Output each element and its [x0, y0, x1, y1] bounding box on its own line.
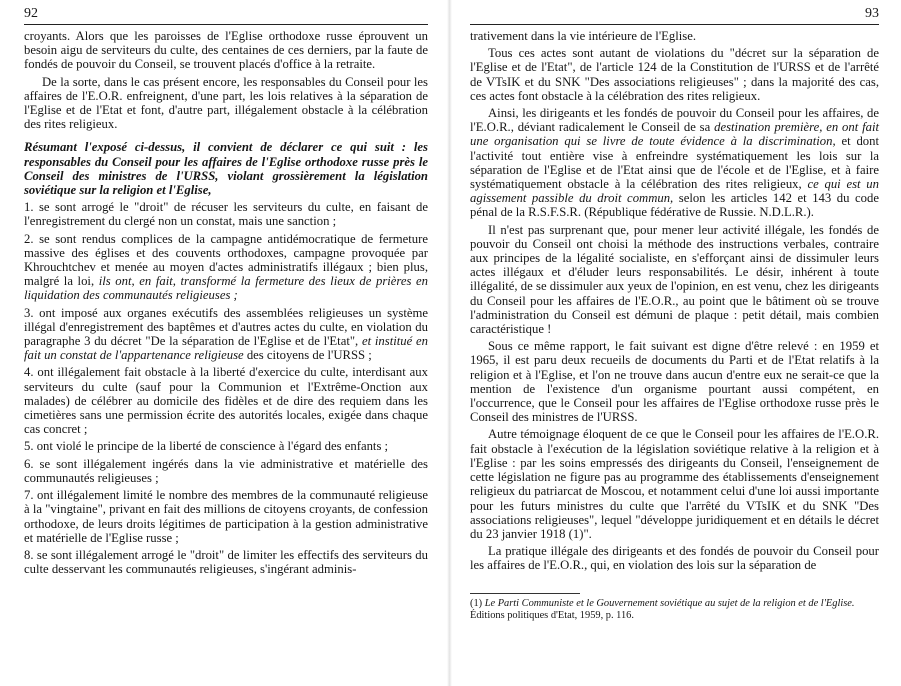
- list-item: 2. se sont rendus complices de la campagne antidémocratique de fermeture massive des églises et des couvents orthodoxes, campagne provoquée par Khrouchtchev et menée au moyen d'actes administratifs illégaux ; bien plus, malgré la loi, ils ont, en fait, transformé la fermeture des lieux de prières en liquidation des communautés religieuses ;: [24, 231, 429, 303]
- left-page: [0, 0, 448, 686]
- list-item: 6. se sont illégalement ingérés dans la vie administrative et matérielle des communautés religieuses ;: [24, 456, 428, 485]
- list-item: 8. se sont illégalement arrogé le "droit" de limiter les effectifs des serviteurs du culte desservant les communautés religieuses, s'ingérant adminis-: [24, 547, 428, 577]
- paragraph: Sous ce même rapport, le fait suivant est digne d'être relevé : en 1959 et 1965, il est paru deux recueils de documents du Parti et de l'Etat relatifs à la religion et à l'Eglise, et l'on ne trouve dans aucun d'entre eux ne serait-ce que la mention de l'existence d'un organisme pourtant aussi compétent, en l'occurrence, que le Conseil pour les affaires de l'Eglise orthodoxe russe près le Conseil des ministres de l'URSS.: [470, 339, 879, 425]
- footnote-rule: [470, 593, 580, 594]
- list-item: 5. ont violé le principe de la liberté de conscience à l'égard des enfants ;: [24, 439, 389, 454]
- left-page-body: [24, 29, 428, 576]
- paragraph: De la sorte, dans le cas présent encore, les responsables du Conseil pour les affaires de l'E.O.R. enfreignent, d'une part, les lois relatives à la séparation de l'Eglise et de l'Etat et font, d'autre part, illégalement obstacle à la célébration des rites religieux.: [24, 74, 428, 132]
- header-rule-right: [470, 24, 879, 25]
- page-number-left: 92: [24, 6, 38, 21]
- list-item: 4. ont illégalement fait obstacle à la liberté d'exercice du culte, interdisant aux serviteurs du culte (sauf pour la Communion et l'Extrême-Onction aux malades) de célébrer au domicile des fidèles et de dire des requiem dans les cimetières sans une permission écrite des autorités locales, exigée dans chaque cas concret ;: [24, 365, 428, 437]
- paragraph: La pratique illégale des dirigeants et des fondés de pouvoir du Conseil pour les affaires de l'E.O.R., qui, en violation des lois sur la séparation de: [470, 544, 879, 573]
- paragraph: trativement dans la vie intérieure de l'Eglise.: [470, 29, 696, 43]
- list-item: 1. se sont arrogé le "droit" de récuser les serviteurs du culte, en faisant de l'enregistrement du clergé non un constat, mais une sanction ;: [24, 200, 428, 229]
- paragraph: Tous ces actes sont autant de violations du "décret sur la séparation de l'Eglise et de l'Etat", de l'article 124 de la Constitution de l'URSS et de l'arrêté de VTsIK et du SNK "Des associations religieuses" ; dans la majorité des cas, ces actes font obstacle à la célébration des rites religieux.: [470, 46, 879, 103]
- list-item: 3. ont imposé aux organes exécutifs des assemblées religieuses un système illégal d'enregistrement des baptêmes et d'autres actes du culte, en violation du paragraphe 3 du décret "De la séparation de l'Eglise et de l'Etat", et institué en fait un constat de l'appartenance religieuse des citoyens de l'URSS ;: [24, 305, 428, 363]
- paragraph: croyants. Alors que les paroisses de l'Eglise orthodoxe russe éprouvent un besoin aigu de serviteurs du culte, des centaines de ces derniers, par la faute de fondés de pouvoir du Conseil, se trouvent placés d'office à la retraite.: [24, 29, 428, 72]
- page-number-right: 93: [865, 6, 879, 21]
- summary-statement: Résumant l'exposé ci-dessus, il convient de déclarer ce qui suit : les responsables du Conseil pour les affaires de l'Eglise orthodoxe russe près le Conseil des ministres de l'URSS, violant grossièrement la législation soviétique sur la religion et l'Eglise,: [24, 140, 428, 198]
- paragraph: Il n'est pas surprenant que, pour mener leur activité illégale, les fondés de pouvoir du Conseil ont choisi la méthode des instructions verbales, contraire aux principes de la légalité socialiste, en s'efforçant ainsi de dissimuler leurs actes illégaux et d'éluder leurs responsabilités. Le désir, inhérent à toute illégalité, de se dissimuler aux yeux de l'opinion, en est venu, chez les dirigeants du Conseil pour les affaires de l'E.O.R., au point que le bâtiment où se trouve l'administration du Conseil est démuni de plaque : petit détail, mais combien caractéristique !: [470, 222, 879, 337]
- footnote: (1) Le Parti Communiste et le Gouvernement soviétique au sujet de la religion et de l'Eglise. Éditions politiques d'Etat, 1959, p. 116.: [470, 597, 855, 621]
- paragraph: Ainsi, les dirigeants et les fondés de pouvoir du Conseil pour les affaires, de l'E.O.R., déviant radicalement le Conseil de sa destination première, en ont fait une organisation qui se livre de toute évidence à la discrimination, et dont l'activité tout entière vise à enfreindre systématiquement les lois sur la séparation de l'Eglise et de l'Etat ainsi que de l'école et de l'Eglise, et à faire systématiquement obstacle à la célébration des rites religieux, ce qui est un agissement passible du droit commun, selon les articles 142 et 143 du code pénal de la R.S.F.S.R. (République fédérative de Russie. N.D.L.R.).: [470, 106, 880, 220]
- right-page-body: [470, 29, 879, 573]
- right-page: [452, 0, 901, 686]
- header-rule-left: [24, 24, 428, 25]
- list-item: 7. ont illégalement limité le nombre des membres de la communauté religieuse à la "vingtaine", privant en fait des millions de citoyens croyants, de confession orthodoxe, de leurs droits légitimes de participation à la gestion administrative et matérielle de l'Eglise russe ;: [24, 488, 428, 545]
- paragraph: Autre témoignage éloquent de ce que le Conseil pour les affaires de l'E.O.R. fait obstacle à l'exécution de la législation soviétique relative à la religion et à l'Eglise : par les soins empressés des dirigeants du Conseil, l'enseignement de cette législation ne figure pas au programme des établissements d'enseignement religieux du patriarcat de Moscou, et notamment celui d'une loi aussi importante pour les futurs ministres du culte que l'arrêté du VTsIK et du SNK "Des associations religieuses", lequel "développe juridiquement et en détails le décret du 23 janvier 1918 (1)".: [470, 427, 879, 541]
